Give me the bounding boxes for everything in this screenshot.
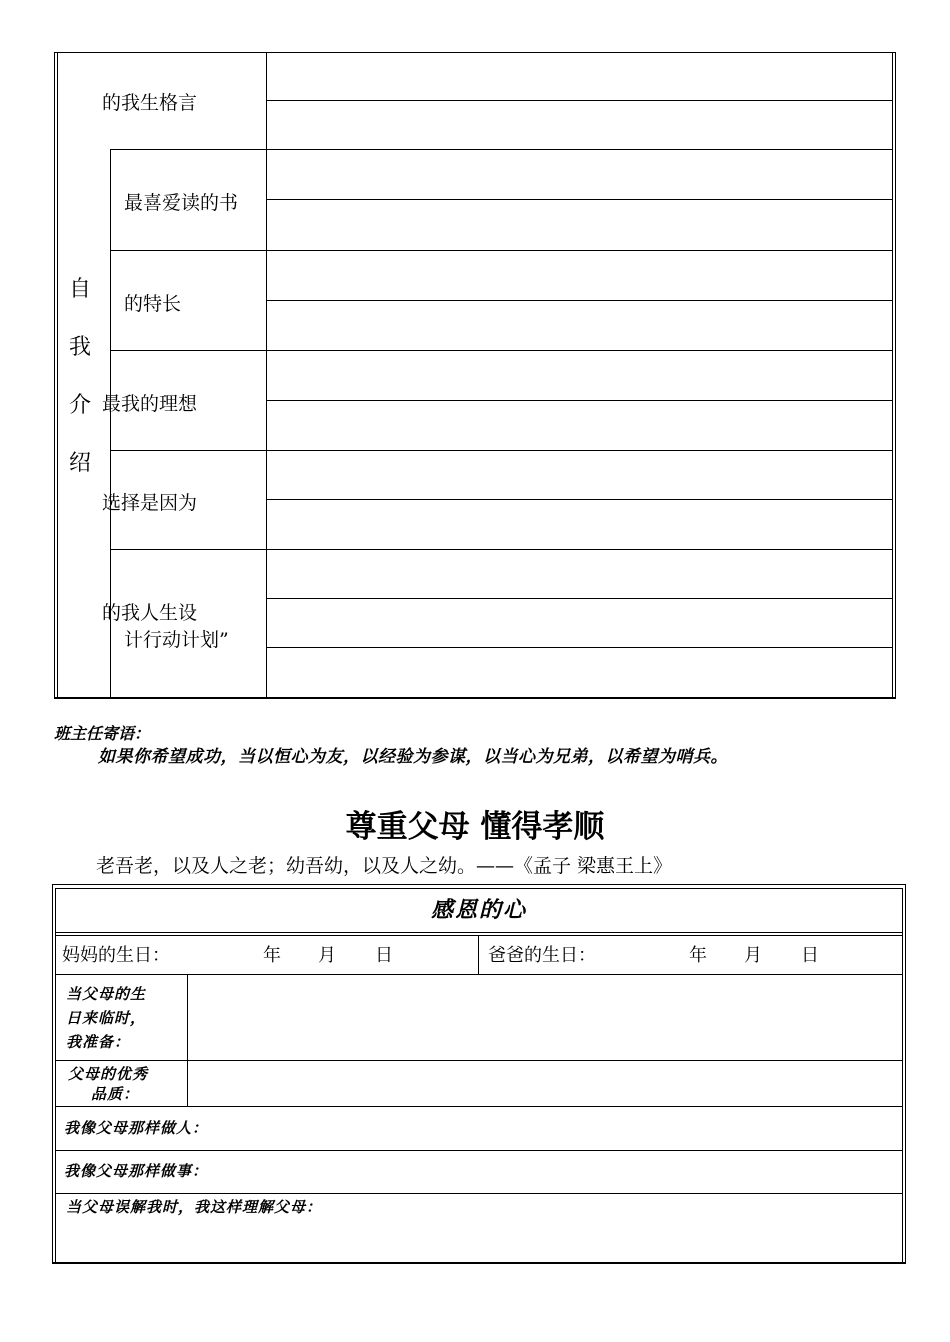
be-like-work-field[interactable] [240,1151,902,1193]
section-title: 尊重父母 懂得孝顺 [345,809,605,845]
intro-side-label-4: 绍 [69,451,92,476]
prepare-label-line-1: 当父母的生 [66,985,147,1003]
be-like-person-label: 我像父母那样做人： [64,1119,209,1137]
understand-field[interactable] [56,1218,902,1262]
row-label-reason: 选择是因为 [102,492,198,514]
life-plan-answer-field[interactable] [267,550,892,697]
favorite-book-answer-field[interactable] [267,150,892,250]
mom-birthday-day: 日 [375,945,393,966]
dad-birthday-field[interactable] [666,936,896,974]
teacher-note-text: 如果你希望成功，当以恒心为友，以经验为参谋，以当心为兄弟，以希望为哨兵。 [98,747,728,767]
row-label-life-plan-2: 计行动计划” [124,629,229,651]
dad-birthday-year: 年 [689,945,707,966]
intro-side-label-2: 我 [69,335,92,360]
qualities-answer-field[interactable] [188,1061,902,1106]
dad-birthday-label: 爸爸的生日： [488,945,596,966]
qualities-label-line-2: 品质： [91,1085,140,1103]
qualities-label-line-1: 父母的优秀 [68,1065,149,1083]
dad-birthday-month: 月 [744,945,762,966]
prepare-label-line-3: 我准备： [66,1033,131,1051]
row-label-life-plan-1: 的我人生设 [102,602,198,624]
prepare-label-line-2: 日来临时， [66,1009,147,1027]
teacher-note-title: 班主任寄语： [54,724,151,743]
motto-answer-field[interactable] [267,53,892,149]
understand-label: 当父母误解我时，我这样理解父母： [66,1198,323,1216]
intro-side-label-3: 介 [69,393,92,418]
row-label-specialty: 的特长 [124,293,182,315]
prepare-answer-field[interactable] [188,975,902,1060]
mom-birthday-label: 妈妈的生日： [62,945,170,966]
specialty-answer-field[interactable] [267,251,892,350]
mom-birthday-field[interactable] [240,936,470,974]
mencius-quote: 老吾老，以及人之老；幼吾幼，以及人之幼。——《孟子 梁惠王上》 [96,855,673,877]
intro-side-label-1: 自 [69,277,92,302]
dad-birthday-day: 日 [801,945,819,966]
be-like-person-field[interactable] [240,1107,902,1150]
reason-answer-field[interactable] [267,451,892,549]
row-label-favorite-book: 最喜爱读的书 [124,192,239,214]
mom-birthday-year: 年 [263,945,281,966]
ideal-answer-field[interactable] [267,351,892,450]
mom-birthday-month: 月 [318,945,336,966]
be-like-work-label: 我像父母那样做事： [64,1162,209,1180]
row-label-ideal: 最我的理想 [102,393,198,415]
row-label-motto: 的我生格言 [102,92,198,114]
gratitude-header: 感恩的心 [430,897,527,923]
